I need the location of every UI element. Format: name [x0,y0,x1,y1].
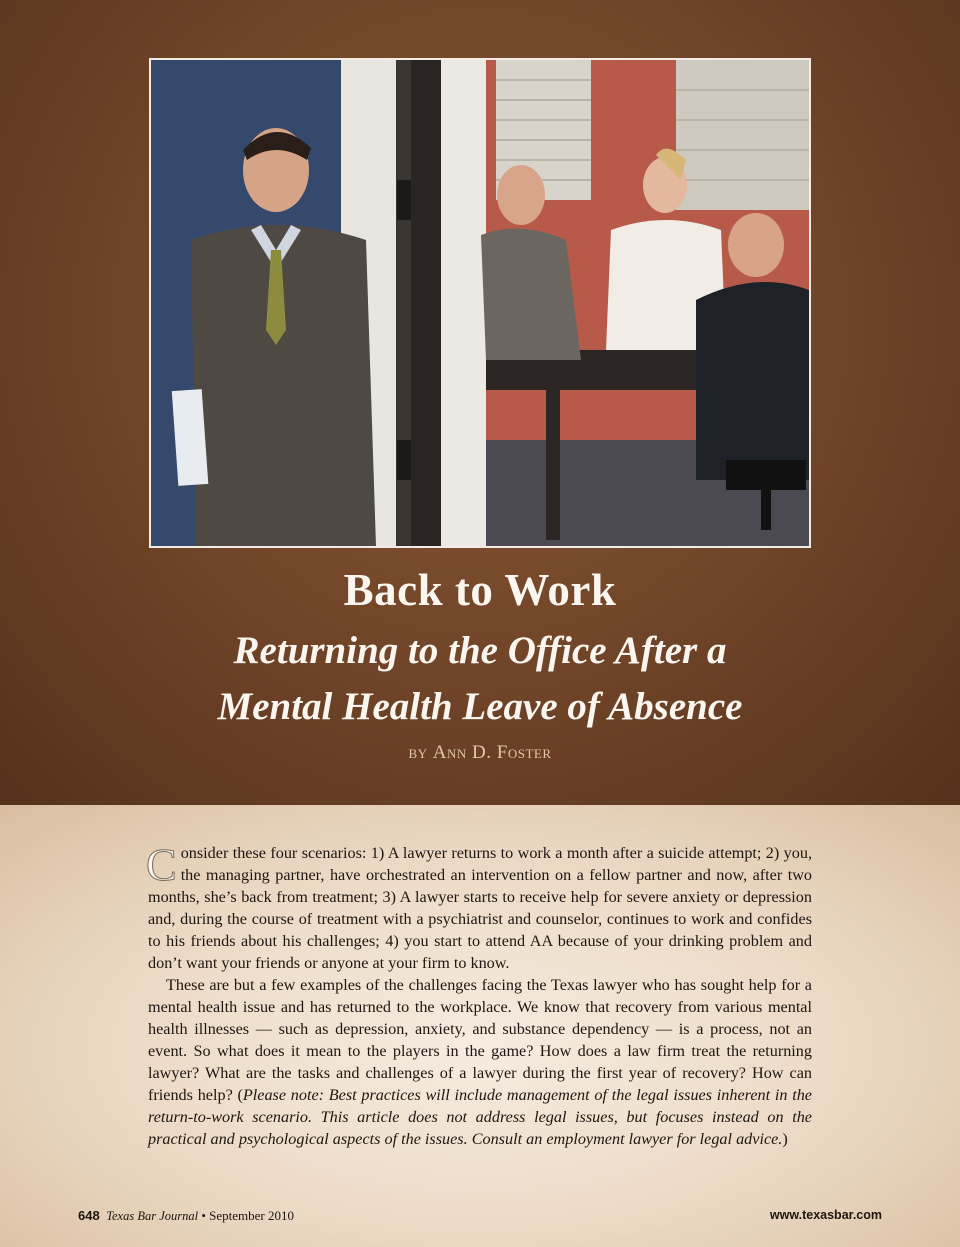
footer-separator: • [201,1208,206,1223]
website-link[interactable]: www.texasbar.com [769,1208,882,1222]
paragraph-1 [146,839,812,974]
paragraph-2-close: ) [782,1130,788,1148]
article-photo [149,58,811,548]
byline [0,742,960,764]
article-body [146,839,812,1150]
office-scene-illustration [151,60,809,546]
issue-date: September 2010 [209,1208,295,1223]
paragraph-1-text: onsider these four scenarios: 1) A lawyer returns to work a month after a suicide attempt; 2) you, the managing partner, have orchestrated an intervention on a fellow partner and now, after two months, she’s back from treatment; 3) A lawyer starts to receive help for severe anxiety or depression and, during the course of treatment with a psychiatrist and counselor, continues to work and confides to his friends about his challenges; 4) you start to attend AA because of your drinking problem and don’t want your friends or anyone at your firm to know. [148,844,812,972]
paragraph-2-note: Please note: Best practices will include management of the legal issues inherent in the return-to-work scenario. This article does not address legal issues, but focuses instead on the practical and psychological aspects of the issues. Consult an employment lawyer for legal advice. [148,1086,812,1148]
drop-cap: C [146,839,177,890]
paragraph-2 [148,974,812,1150]
journal-name: Texas Bar Journal [106,1209,199,1223]
article-subtitle-line1: Returning to the Office After a [233,629,727,672]
page-footer [78,1208,882,1226]
byline-prefix: by [408,742,428,763]
article-title: Back to Work [343,565,617,615]
byline-author: Ann D. Foster [432,742,552,763]
paragraph-2-text: These are but a few examples of the challenges facing the Texas lawyer who has sought help for a mental health issue and has returned to the workplace. We know that recovery from various mental health illnesses — such as depression, anxiety, and substance dependency — is a process, not an event. So what does it mean to the players in the game? How does a law firm treat the returning lawyer? What are the tasks and challenges of a lawyer during the first year of recovery? How can friends help? ( [148,976,812,1104]
page-number: 648 [78,1208,100,1223]
article-subtitle-line2: Mental Health Leave of Absence [217,685,743,728]
footer-left [78,1208,294,1224]
